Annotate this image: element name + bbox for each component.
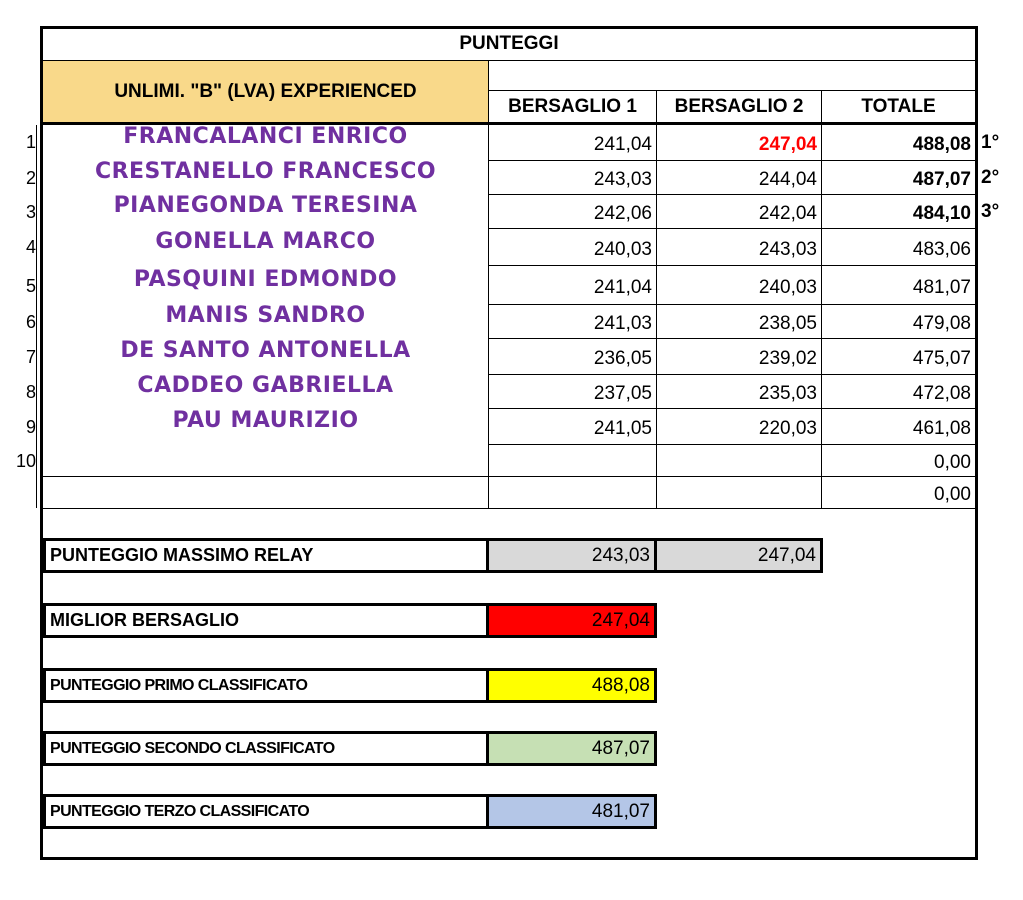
competitor-name: PIANEGONDA TERESINA: [113, 193, 418, 218]
score-bersaglio-2: [657, 477, 821, 508]
rank-badge: 2°: [981, 167, 1000, 188]
score-bersaglio-2: 243,03: [758, 239, 817, 260]
first-place-label: PUNTEGGIO PRIMO CLASSIFICATO: [43, 668, 489, 703]
rank-badge: [981, 268, 1011, 304]
best-target-value: 247,04: [486, 603, 657, 638]
score-bersaglio-1: [489, 477, 656, 508]
row-divider: [489, 374, 975, 375]
score-bersaglio-2: 220,03: [758, 418, 817, 439]
score-bersaglio-2: 242,04: [758, 203, 817, 224]
row-divider: [489, 228, 975, 229]
row-number: 10: [15, 451, 36, 471]
rank-badge: 3°: [981, 201, 1000, 222]
competitor-name: MANIS SANDRO: [165, 303, 366, 328]
row-divider: [489, 194, 975, 195]
third-place-label: PUNTEGGIO TERZO CLASSIFICATO: [43, 794, 489, 829]
competitor-name: DE SANTO ANTONELLA: [120, 338, 411, 363]
score-total: 0,00: [934, 484, 971, 505]
score-bersaglio-2: 247,04: [758, 134, 817, 155]
first-place-value: 488,08: [486, 668, 657, 703]
row-number: 9: [25, 417, 36, 437]
row-divider: [489, 160, 975, 161]
column-header-totale: TOTALE: [861, 96, 936, 117]
score-total: 481,07: [912, 277, 971, 298]
relay-value-b2: 247,04: [654, 538, 823, 573]
column-header-bersaglio-1: BERSAGLIO 1: [508, 96, 637, 117]
score-bersaglio-2: 238,05: [758, 313, 817, 334]
score-bersaglio-2: 235,03: [758, 383, 817, 404]
score-bersaglio-1: 241,04: [593, 134, 652, 155]
score-total: 479,08: [912, 313, 971, 334]
row-divider: [489, 444, 975, 445]
competitor-name: PAU MAURIZIO: [172, 408, 359, 433]
score-total: 475,07: [912, 348, 971, 369]
score-bersaglio-2: 239,02: [758, 348, 817, 369]
rank-badge: [981, 230, 1011, 265]
row-number: 5: [25, 276, 36, 296]
row-number: 4: [25, 237, 36, 257]
column-header-bersaglio-2: BERSAGLIO 2: [674, 96, 804, 117]
competitor-name: [43, 440, 488, 470]
row-number: 2: [25, 168, 36, 188]
score-bersaglio-1: 236,05: [593, 348, 652, 369]
score-bersaglio-1: [489, 446, 656, 476]
row-number: 1: [25, 132, 36, 152]
competitor-name: GONELLA MARCO: [155, 229, 376, 254]
score-total: 484,10: [912, 203, 971, 224]
category-label: UNLIMI. "B" (LVA) EXPERIENCED: [43, 61, 488, 122]
page-title: PUNTEGGI: [459, 33, 559, 54]
score-bersaglio-2: 244,04: [758, 169, 817, 190]
score-total: 487,07: [912, 169, 971, 190]
score-bersaglio-1: 242,06: [593, 203, 652, 224]
score-bersaglio-1: 241,04: [593, 277, 652, 298]
rank-badge: 1°: [981, 132, 1000, 153]
row-number: 3: [25, 202, 36, 222]
score-bersaglio-2: [657, 446, 821, 476]
score-total: 0,00: [934, 452, 971, 473]
competitor-name: FRANCALANCI ENRICO: [123, 124, 408, 149]
second-place-value: 487,07: [486, 731, 657, 766]
best-target-label: MIGLIOR BERSAGLIO: [43, 603, 489, 638]
divider: [43, 508, 975, 509]
row-divider: [489, 408, 975, 409]
row-number: 6: [25, 312, 36, 332]
row-number: 8: [25, 382, 36, 402]
row-number: 7: [25, 347, 36, 367]
score-bersaglio-1: 240,03: [593, 239, 652, 260]
rank-badge: [981, 446, 1011, 476]
competitor-name: PASQUINI EDMONDO: [133, 267, 398, 292]
rank-badge: [981, 410, 1011, 444]
rank-badge: [981, 340, 1011, 374]
rank-badge: [981, 306, 1011, 338]
relay-label: PUNTEGGIO MASSIMO RELAY: [43, 538, 489, 573]
row-number: [6, 477, 36, 508]
divider: [43, 476, 489, 477]
score-bersaglio-1: 243,03: [593, 169, 652, 190]
score-bersaglio-1: 241,05: [593, 418, 652, 439]
score-total: 488,08: [912, 134, 971, 155]
third-place-value: 481,07: [486, 794, 657, 829]
score-total: 461,08: [912, 418, 971, 439]
competitor-name: CRESTANELLO FRANCESCO: [94, 159, 437, 184]
score-total: 472,08: [912, 383, 971, 404]
rank-badge: [981, 477, 1011, 508]
divider: [36, 125, 37, 508]
row-divider: [489, 265, 975, 266]
score-bersaglio-2: 240,03: [758, 277, 817, 298]
second-place-label: PUNTEGGIO SECONDO CLASSIFICATO: [43, 731, 489, 766]
row-divider: [489, 304, 975, 305]
row-divider: [489, 338, 975, 339]
score-bersaglio-1: 241,03: [593, 313, 652, 334]
competitor-name: CADDEO GABRIELLA: [137, 373, 394, 398]
score-total: 483,06: [912, 239, 971, 260]
relay-value-b1: 243,03: [486, 538, 657, 573]
score-bersaglio-1: 237,05: [593, 383, 652, 404]
rank-badge: [981, 376, 1011, 408]
